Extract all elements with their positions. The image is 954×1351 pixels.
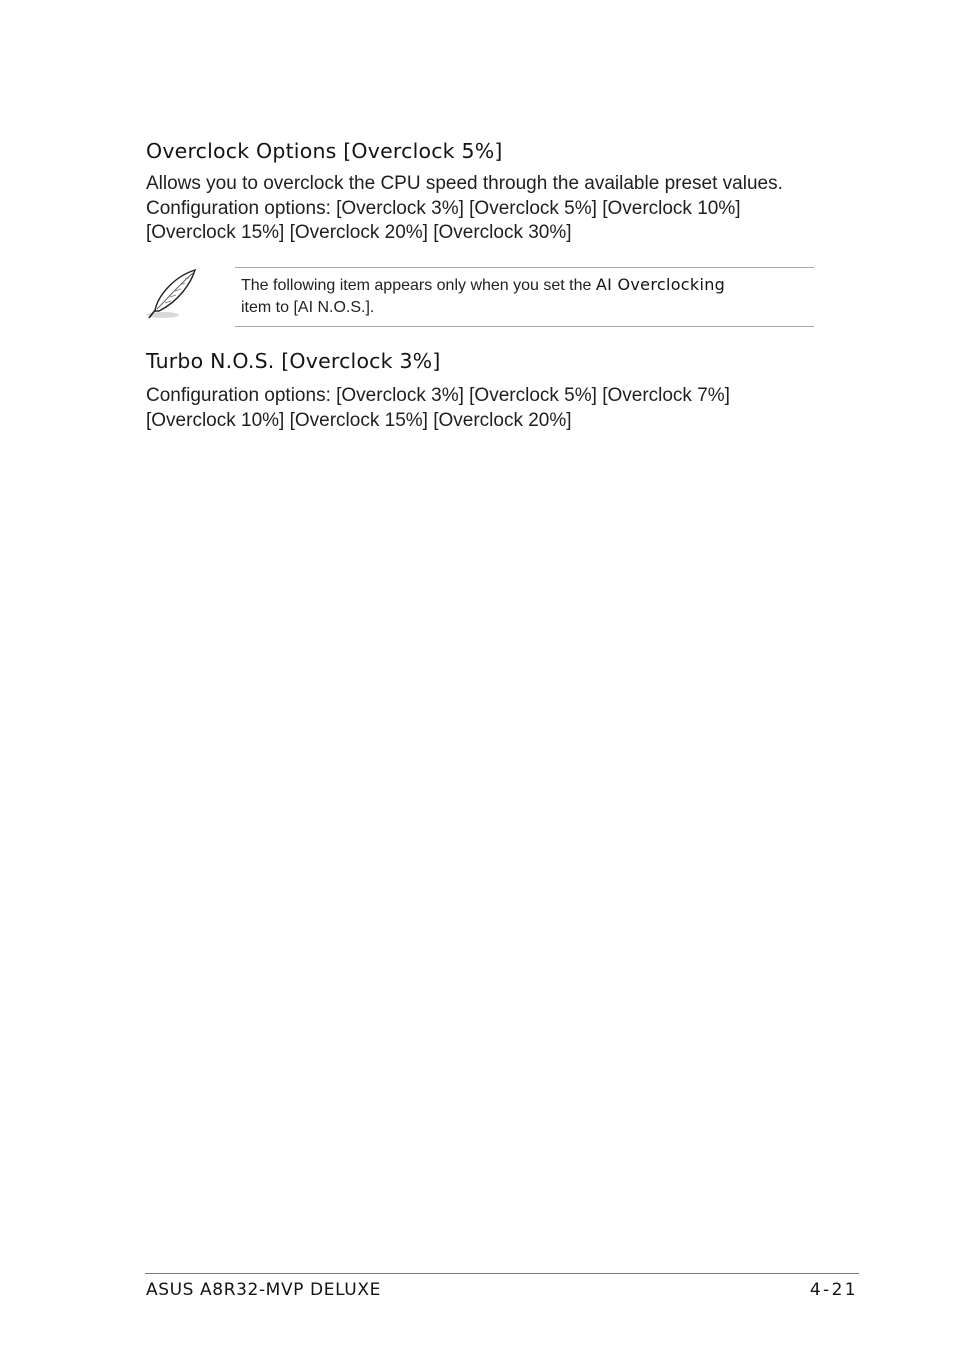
- footer-product-name: ASUS A8R32-MVP DELUXE: [146, 1280, 381, 1300]
- note-divider-bottom: [235, 326, 814, 327]
- footer-divider: [145, 1273, 859, 1274]
- description-line: [Overclock 10%] [Overclock 15%] [Overclock 20%]: [146, 409, 572, 431]
- note-text-after: item to [AI N.O.S.].: [241, 299, 375, 316]
- description-line: Configuration options: [Overclock 3%] [Overclock 5%] [Overclock 10%]: [146, 197, 741, 219]
- section-title-overclock-options: Overclock Options [Overclock 5%]: [146, 139, 503, 163]
- footer-page-number: 4-21: [809, 1280, 858, 1300]
- note-text: [241, 274, 811, 319]
- note-divider-top: [235, 267, 814, 268]
- note-item-name: AI Overclocking: [595, 275, 726, 294]
- section-title-turbo-nos: Turbo N.O.S. [Overclock 3%]: [146, 349, 441, 373]
- turbo-nos-description: [146, 384, 826, 433]
- feather-quill-icon: [143, 267, 201, 323]
- note-line: [241, 274, 811, 297]
- description-line: [Overclock 15%] [Overclock 20%] [Overclock 30%]: [146, 222, 572, 243]
- description-line: Allows you to overclock the CPU speed through the available preset values.: [146, 173, 783, 194]
- description-line: Configuration options: [Overclock 3%] [Overclock 5%] [Overclock 7%]: [146, 385, 730, 406]
- overclock-options-description: [146, 172, 826, 246]
- note-text-before: The following item appears only when you set the: [241, 277, 596, 294]
